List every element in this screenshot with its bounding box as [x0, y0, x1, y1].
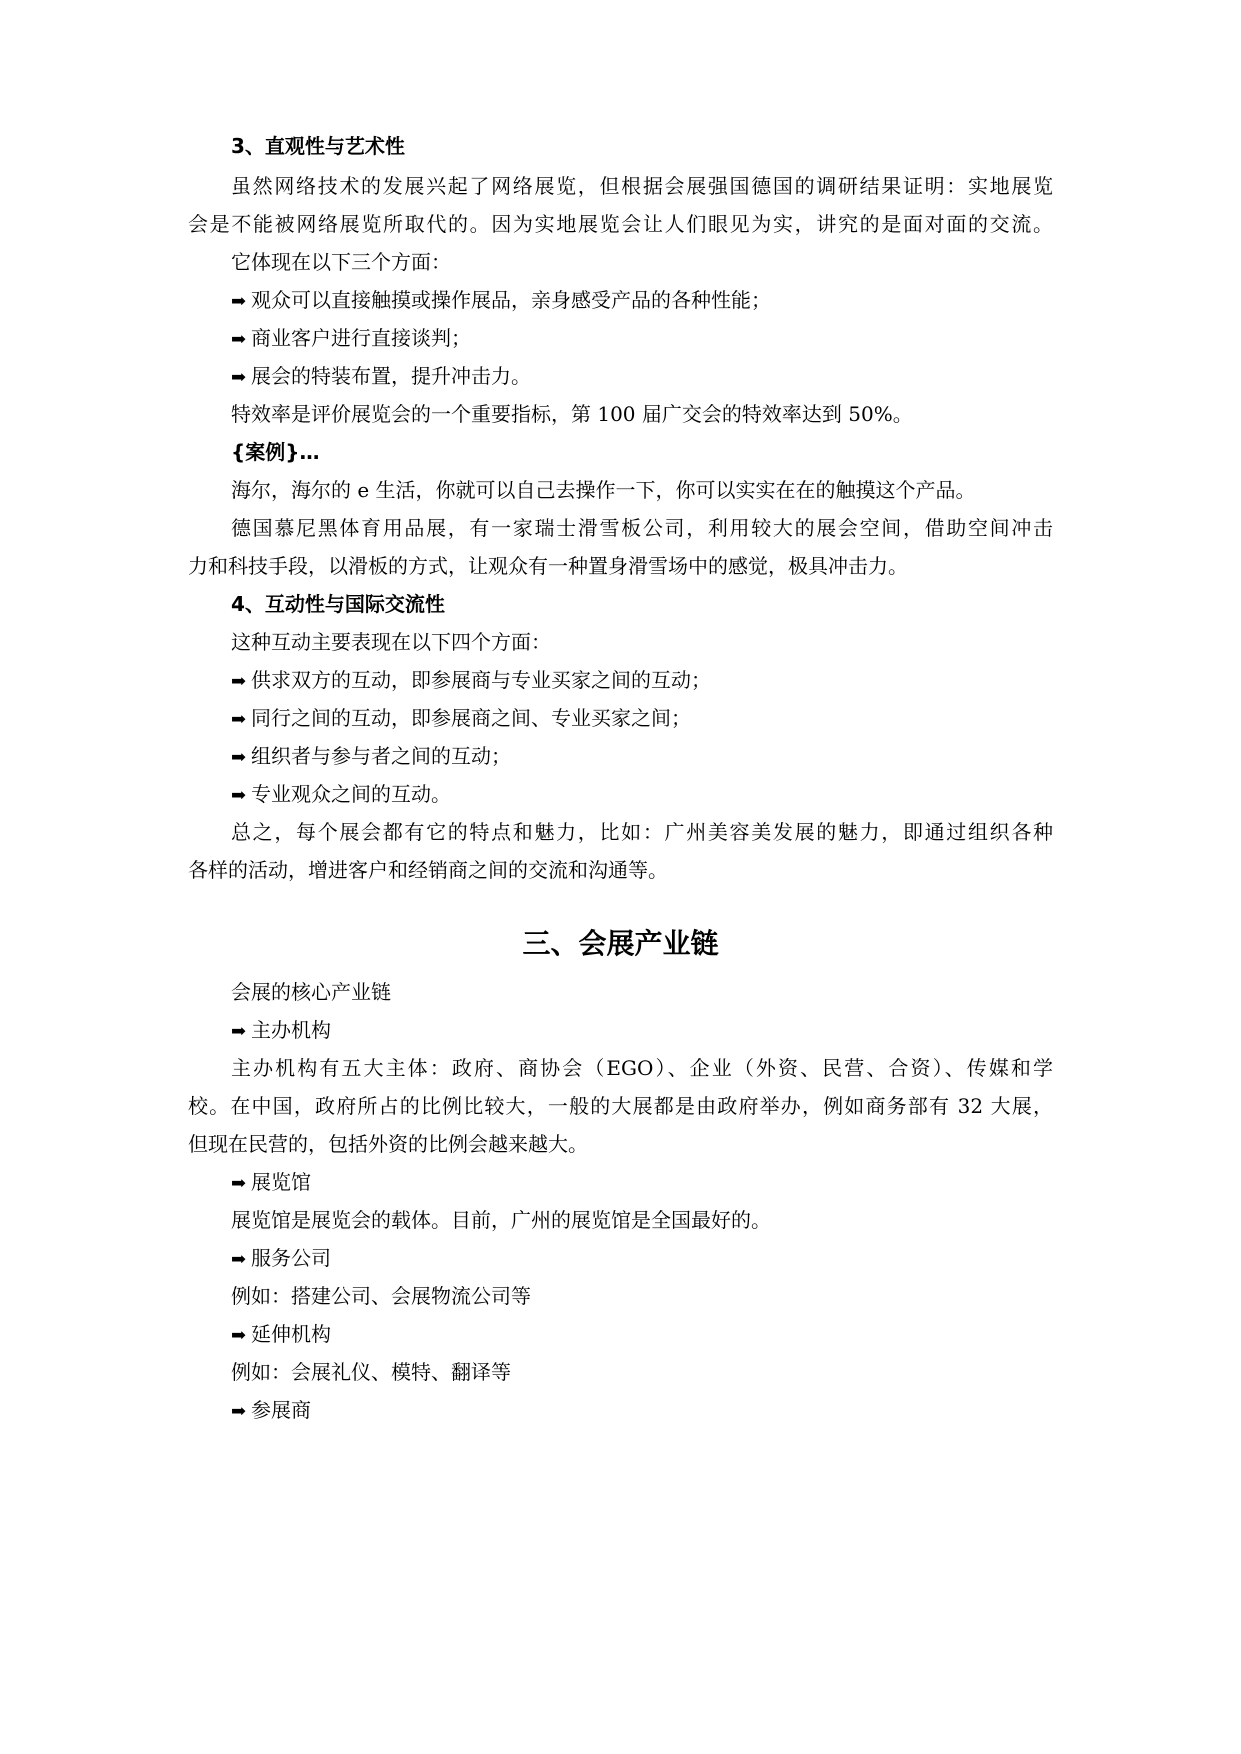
section-heading: 4、互动性与国际交流性 [231, 592, 445, 616]
arrow-right-icon: ➡ [231, 709, 247, 730]
bullet-text: 同行之间的互动，即参展商之间、专业买家之间； [251, 706, 691, 730]
arrow-right-icon: ➡ [231, 747, 247, 768]
chapter-title: 三、会展产业链 [522, 927, 719, 960]
bullet-item [231, 362, 531, 392]
bullet-item [231, 1168, 311, 1198]
bullet-item [231, 1320, 331, 1350]
paragraph-line: 力和科技手段，以滑板的方式，让观众有一种置身滑雪场中的感觉，极具冲击力。 [188, 554, 908, 578]
arrow-right-icon: ➡ [231, 291, 247, 312]
bullet-item [231, 286, 771, 316]
bullet-item [231, 780, 451, 810]
paragraph: 特效率是评价展览会的一个重要指标，第 100 届广交会的特效率达到 50%。 [231, 402, 913, 426]
bullet-item [231, 1396, 311, 1426]
paragraph: 会展的核心产业链 [231, 980, 391, 1004]
paragraph-line: 德国慕尼黑体育用品展，有一家瑞士滑雪板公司，利用较大的展会空间，借助空间冲击 [231, 516, 1053, 540]
bullet-text: 展会的特装布置，提升冲击力。 [251, 364, 531, 388]
arrow-right-icon: ➡ [231, 1325, 247, 1346]
case-label: {案例}… [231, 440, 320, 464]
paragraph: 这种互动主要表现在以下四个方面： [231, 630, 551, 654]
bullet-text: 参展商 [251, 1398, 311, 1422]
bullet-item [231, 666, 711, 696]
arrow-right-icon: ➡ [231, 1401, 247, 1422]
paragraph: 展览馆是展览会的载体。目前，广州的展览馆是全国最好的。 [231, 1208, 771, 1232]
bullet-text: 观众可以直接触摸或操作展品，亲身感受产品的各种性能； [251, 288, 771, 312]
arrow-right-icon: ➡ [231, 1249, 247, 1270]
paragraph: 它体现在以下三个方面： [231, 250, 451, 274]
bullet-item [231, 742, 511, 772]
arrow-right-icon: ➡ [231, 367, 247, 388]
bullet-text: 主办机构 [251, 1018, 331, 1042]
arrow-right-icon: ➡ [231, 1021, 247, 1042]
arrow-right-icon: ➡ [231, 1173, 247, 1194]
bullet-text: 商业客户进行直接谈判； [251, 326, 471, 350]
bullet-item [231, 324, 471, 354]
section-heading: 3、直观性与艺术性 [231, 134, 405, 158]
bullet-text: 展览馆 [251, 1170, 311, 1194]
bullet-item [231, 1244, 331, 1274]
paragraph-line: 总之，每个展会都有它的特点和魅力，比如：广州美容美发展的魅力，即通过组织各种 [231, 820, 1053, 844]
bullet-text: 专业观众之间的互动。 [251, 782, 451, 806]
paragraph-line: 校。在中国，政府所占的比例比较大，一般的大展都是由政府举办，例如商务部有 32 大展， [188, 1094, 1053, 1118]
bullet-text: 供求双方的互动，即参展商与专业买家之间的互动； [251, 668, 711, 692]
bullet-item [231, 704, 691, 734]
paragraph-line: 各样的活动，增进客户和经销商之间的交流和沟通等。 [188, 858, 668, 882]
arrow-right-icon: ➡ [231, 785, 247, 806]
bullet-text: 延伸机构 [251, 1322, 331, 1346]
paragraph-line: 虽然网络技术的发展兴起了网络展览，但根据会展强国德国的调研结果证明：实地展览 [231, 174, 1053, 198]
bullet-item [231, 1016, 331, 1046]
paragraph: 海尔，海尔的 e 生活，你就可以自己去操作一下，你可以实实在在的触摸这个产品。 [231, 478, 976, 502]
paragraph: 例如：搭建公司、会展物流公司等 [231, 1284, 531, 1308]
paragraph-line: 会是不能被网络展览所取代的。因为实地展览会让人们眼见为实，讲究的是面对面的交流。 [188, 212, 1053, 236]
bullet-text: 服务公司 [251, 1246, 331, 1270]
bullet-text: 组织者与参与者之间的互动； [251, 744, 511, 768]
paragraph: 例如：会展礼仪、模特、翻译等 [231, 1360, 511, 1384]
paragraph-line: 主办机构有五大主体：政府、商协会（EGO）、企业（外资、民营、合资）、传媒和学 [231, 1056, 1053, 1080]
arrow-right-icon: ➡ [231, 329, 247, 350]
arrow-right-icon: ➡ [231, 671, 247, 692]
paragraph-line: 但现在民营的，包括外资的比例会越来越大。 [188, 1132, 588, 1156]
